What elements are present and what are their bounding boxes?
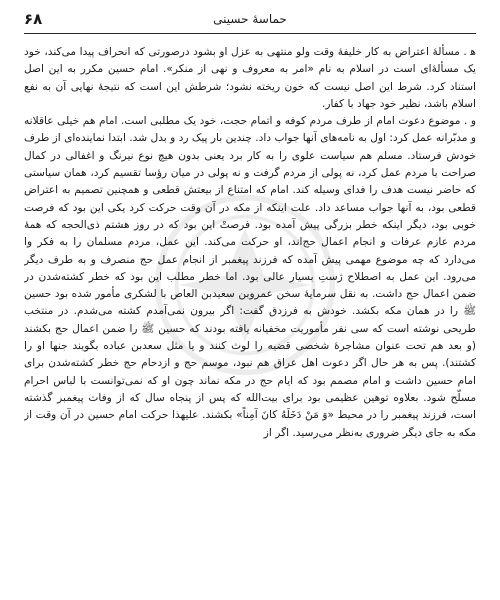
- page-number: ۶۸: [24, 10, 43, 28]
- header-divider: [24, 33, 476, 34]
- paragraph-vav: و . موضوع دعوت امام از طرف مردم کوفه و اتمام حجت، خود یک مطلبی است. امام هم خیلی عاقلانه و مدبّرانه عمل کرد: اول به نامه‌های آنها جواب داد. چندین بار پیک رد و بدل شد. ابتدا نماینده‌ای از طرف خودش فرستاد. مسلم هم سیاست علوی را به کار برد یعنی بدون هیچ نوع نیرنگ و اغفالی در کمال صراحت با مردم عمل کرد، نه پولی از مردم گرفت و نه پولی در میان رؤسا تقسیم کرد، همان سیاستی که حاضر نیست هدف را فدای وسیله کند. امام که امتناع از بیعتش قطعی و همچنین تصمیم به اعتراض قطعی بود، به آنها جواب مساعد داد. علت اینکه از مکه در آن وقت حرکت کرد یکی این بود که فرصت خوبی بود، دیگر اینکه خطر بزرگی پیش آمده بود. فرصتْ این بود که در روز هشتم ذی‌الحجه که همۀ مردم عازم عرفات و انجام اعمال حج‌اند، او حرکت می‌کند. این عمل، مردم مسلمان را به فکر وا می‌دارد که چه موضوع مهمی پیش آمده که فرزند پیغمبر از انجام عمل حج منصرف و به طرف دیگر می‌رود. این عمل به اصطلاح ژستِ بسیار عالی بود. اما خطر مطلب این بود که خطر کشته‌شدن در ضمن اعمال حج داشت. به نقل سرمایۀ سخن عمروبن سعیدبن العاص با لشکری مأمور شده بود حسین ﷺ را در همان مکه بکشد. خودش به فرزدق گفت: اگر بیرون نمی‌آمدم کشته می‌شدم. در منتخب طریحی نوشته است که سی نفر مأموریت مخفیانه یافته بودند که حسین ﷺ را ضمن اعمال حج بکشند (و بعد هم تحت عنوان مشاجرۀ شخصی قضیه را لوث کنند و یا مثل سعدبن عباده بگویند جنها او را کشتند). پس به هر حال اگر دعوت اهل عراق هم نبود، موسم حج و ازدحام حج خطر کشته‌شدن برای امام حسین داشت و امام مصمم بود که ایام حج در مکه نماند چون او که نمی‌توانست با لباس احرام مسلّح شود. بعلاوه توهین عظیمی بود برای بیت‌الله که پس از پنجاه سال که از وفات پیغمبر گذشته است، فرزند پیغمبر را در محیط «وَ مَنْ دَخَلَهُ کانَ آمِناً» بکشند. علیهذا حرکت امام حسین در آن وقت از مکه به جای دیگر ضروری به‌نظر می‌رسید. اگر از: [24, 115, 476, 439]
- running-title: حماسۀ حسینی: [213, 12, 287, 26]
- paragraph-he: ﻫ . مسألۀ اعتراض به کار خلیفۀ وقت ولو منتهی به عزل او بشود درصورتی که انحراف پیدا می‌کند، خود یک مسألۀای است در اسلام به نام «امر به معروف و نهی از منکر». امام حسین مکرر به این اصل استناد کرد. شرط این اصل نیست که خون ریخته نشود؛ شرطش این است که نتیجۀ نهایی آن به نفع اسلام باشد، نظیر خود جهاد با کفار.: [24, 46, 476, 110]
- body-text: [24, 44, 476, 592]
- page-header: [24, 8, 476, 34]
